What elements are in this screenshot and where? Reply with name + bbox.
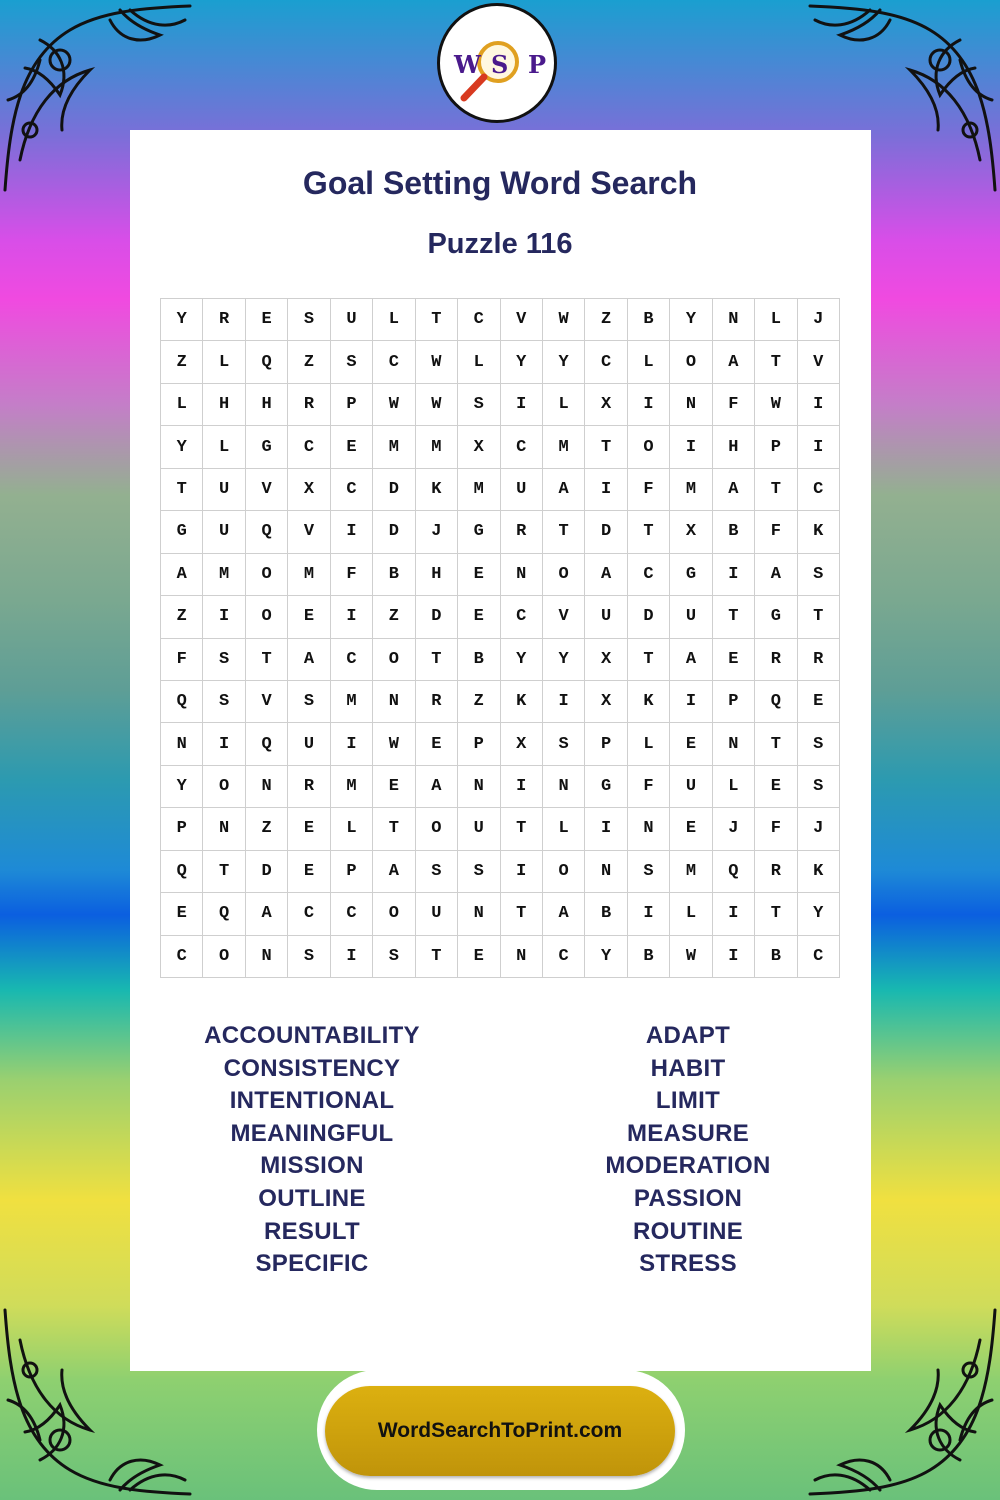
grid-cell[interactable]: I [331,596,373,638]
word-list-left [152,1020,472,1281]
website-link[interactable]: WordSearchToPrint.com [325,1386,675,1476]
grid-cell[interactable]: N [628,808,670,850]
grid-cell[interactable]: E [288,596,330,638]
grid-cell[interactable]: I [501,766,543,808]
grid-cell[interactable]: V [543,596,585,638]
grid-cell[interactable]: V [246,681,288,723]
grid-cell[interactable]: S [288,681,330,723]
page-title: Goal Setting Word Search [302,165,698,201]
grid-cell[interactable]: N [246,766,288,808]
grid-cell[interactable]: E [798,681,840,723]
grid-cell[interactable]: I [670,681,712,723]
grid-cell[interactable]: Q [713,851,755,893]
grid-cell[interactable]: I [713,893,755,935]
grid-cell[interactable]: O [246,596,288,638]
grid-cell[interactable]: Y [543,639,585,681]
grid-cell[interactable]: W [416,384,458,426]
grid-cell[interactable]: B [755,936,797,978]
grid-cell[interactable]: C [331,893,373,935]
grid-cell[interactable]: Z [246,808,288,850]
word-list-item: STRESS [639,1250,737,1278]
grid-cell[interactable]: D [585,511,627,553]
grid-cell[interactable]: Q [755,681,797,723]
grid-cell[interactable]: K [501,681,543,723]
grid-cell[interactable]: I [798,384,840,426]
grid-cell[interactable]: U [458,808,500,850]
wsp-logo [437,3,557,123]
grid-cell[interactable]: L [670,893,712,935]
grid-cell[interactable]: M [288,554,330,596]
grid-cell[interactable]: T [755,341,797,383]
grid-cell[interactable]: H [713,426,755,468]
grid-cell[interactable]: X [585,681,627,723]
word-list-item: PASSION [633,1184,743,1212]
grid-cell[interactable]: Y [585,936,627,978]
grid-cell[interactable]: A [373,851,415,893]
grid-cell[interactable]: M [373,426,415,468]
grid-cell[interactable]: I [628,384,670,426]
grid-cell[interactable]: I [203,596,245,638]
grid-cell[interactable]: C [373,341,415,383]
grid-cell[interactable]: G [161,511,203,553]
grid-cell[interactable]: C [331,639,373,681]
grid-cell[interactable]: O [203,766,245,808]
grid-cell[interactable]: O [373,639,415,681]
grid-cell[interactable]: L [755,299,797,341]
grid-cell[interactable]: A [755,554,797,596]
grid-cell[interactable]: Y [161,766,203,808]
grid-cell[interactable]: E [755,766,797,808]
grid-cell[interactable]: E [458,936,500,978]
grid-cell[interactable]: V [798,341,840,383]
grid-cell[interactable]: S [628,851,670,893]
grid-cell[interactable]: T [373,808,415,850]
grid-cell[interactable]: Z [288,341,330,383]
grid-cell[interactable]: H [246,384,288,426]
grid-cell[interactable]: Z [458,681,500,723]
grid-cell[interactable]: U [670,766,712,808]
grid-cell[interactable]: S [798,723,840,765]
grid-cell[interactable]: R [755,639,797,681]
grid-cell[interactable]: G [755,596,797,638]
grid-cell[interactable]: M [416,426,458,468]
grid-cell[interactable]: W [543,299,585,341]
grid-cell[interactable]: A [246,893,288,935]
grid-cell[interactable]: N [543,766,585,808]
grid-cell[interactable]: N [670,384,712,426]
grid-cell[interactable]: T [755,893,797,935]
grid-cell[interactable]: L [161,384,203,426]
grid-cell[interactable]: E [416,723,458,765]
grid-cell[interactable]: C [458,299,500,341]
grid-cell[interactable]: N [585,851,627,893]
grid-cell[interactable]: J [798,299,840,341]
grid-cell[interactable]: P [585,723,627,765]
grid-cell[interactable]: S [203,639,245,681]
grid-cell[interactable]: C [628,554,670,596]
grid-cell[interactable]: Y [161,299,203,341]
grid-cell[interactable]: E [458,554,500,596]
grid-cell[interactable]: K [798,851,840,893]
grid-cell[interactable]: S [416,851,458,893]
grid-cell[interactable]: I [670,426,712,468]
grid-cell[interactable]: P [458,723,500,765]
grid-cell[interactable]: I [713,936,755,978]
grid-cell[interactable]: Y [501,639,543,681]
grid-cell[interactable]: A [288,639,330,681]
grid-cell[interactable]: T [246,639,288,681]
grid-cell[interactable]: P [331,384,373,426]
grid-cell[interactable]: O [246,554,288,596]
grid-cell[interactable]: I [585,469,627,511]
grid-cell[interactable]: T [755,723,797,765]
grid-cell[interactable]: X [288,469,330,511]
grid-cell[interactable]: I [713,554,755,596]
grid-cell[interactable]: L [203,426,245,468]
grid-cell[interactable]: N [246,936,288,978]
grid-cell[interactable]: F [755,511,797,553]
grid-cell[interactable]: G [585,766,627,808]
grid-cell[interactable]: C [161,936,203,978]
grid-cell[interactable]: B [628,936,670,978]
grid-cell[interactable]: T [713,596,755,638]
grid-cell[interactable]: X [585,384,627,426]
logo-letter-p: P [528,50,547,79]
grid-cell[interactable]: U [501,469,543,511]
grid-cell[interactable]: Z [585,299,627,341]
grid-cell[interactable]: X [458,426,500,468]
grid-cell[interactable]: B [628,299,670,341]
word-list-item: SPECIFIC [255,1250,369,1278]
grid-cell[interactable]: E [246,299,288,341]
grid-cell[interactable]: Z [373,596,415,638]
grid-cell[interactable]: N [501,554,543,596]
grid-cell[interactable]: T [543,511,585,553]
grid-cell[interactable]: I [585,808,627,850]
grid-cell[interactable]: E [373,766,415,808]
grid-cell[interactable]: R [755,851,797,893]
grid-cell[interactable]: C [798,469,840,511]
grid-cell[interactable]: J [416,511,458,553]
grid-cell[interactable]: Y [501,341,543,383]
grid-cell[interactable]: M [203,554,245,596]
grid-cell[interactable]: L [373,299,415,341]
grid-cell[interactable]: A [670,639,712,681]
grid-cell[interactable]: S [458,851,500,893]
grid-cell[interactable]: F [628,469,670,511]
grid-cell[interactable]: U [288,723,330,765]
grid-cell[interactable]: X [501,723,543,765]
grid-cell[interactable]: U [331,299,373,341]
grid-cell[interactable]: Q [203,893,245,935]
grid-cell[interactable]: N [203,808,245,850]
grid-cell[interactable]: S [288,936,330,978]
grid-cell[interactable]: W [373,384,415,426]
grid-cell[interactable]: M [543,426,585,468]
grid-cell[interactable]: J [713,808,755,850]
grid-cell[interactable]: U [670,596,712,638]
grid-cell[interactable]: I [798,426,840,468]
grid-cell[interactable]: A [713,341,755,383]
grid-cell[interactable]: Z [161,596,203,638]
grid-cell[interactable]: I [501,851,543,893]
grid-cell[interactable]: N [458,766,500,808]
grid-cell[interactable]: E [713,639,755,681]
grid-cell[interactable]: Z [161,341,203,383]
grid-cell[interactable]: R [416,681,458,723]
grid-cell[interactable]: S [458,384,500,426]
grid-cell[interactable]: F [161,639,203,681]
grid-cell[interactable]: N [713,299,755,341]
grid-cell[interactable]: A [416,766,458,808]
grid-cell[interactable]: E [670,723,712,765]
grid-cell[interactable]: I [331,511,373,553]
grid-cell[interactable]: M [670,469,712,511]
grid-cell[interactable]: A [161,554,203,596]
grid-cell[interactable]: P [713,681,755,723]
grid-cell[interactable]: W [670,936,712,978]
grid-cell[interactable]: O [543,851,585,893]
grid-cell[interactable]: G [246,426,288,468]
grid-cell[interactable]: E [670,808,712,850]
grid-cell[interactable]: O [543,554,585,596]
grid-cell[interactable]: T [416,936,458,978]
grid-cell[interactable]: D [416,596,458,638]
grid-cell[interactable]: N [161,723,203,765]
grid-cell[interactable]: A [543,893,585,935]
grid-cell[interactable]: K [798,511,840,553]
grid-cell[interactable]: T [161,469,203,511]
grid-cell[interactable]: L [331,808,373,850]
grid-cell[interactable]: C [288,893,330,935]
grid-cell[interactable]: L [628,341,670,383]
grid-cell[interactable]: L [713,766,755,808]
grid-cell[interactable]: P [331,851,373,893]
grid-cell[interactable]: W [416,341,458,383]
word-list-item: MISSION [260,1152,364,1180]
grid-cell[interactable]: A [585,554,627,596]
grid-cell[interactable]: S [331,341,373,383]
grid-cell[interactable]: F [713,384,755,426]
grid-cell[interactable]: C [331,469,373,511]
grid-cell[interactable]: L [458,341,500,383]
grid-cell[interactable]: U [203,469,245,511]
word-list-item: MODERATION [605,1152,771,1180]
grid-cell[interactable]: O [416,808,458,850]
grid-cell[interactable]: B [713,511,755,553]
word-list-item: ACCOUNTABILITY [204,1022,420,1049]
grid-cell[interactable]: Q [161,851,203,893]
grid-cell[interactable]: C [501,426,543,468]
grid-cell[interactable]: I [331,723,373,765]
grid-cell[interactable]: N [713,723,755,765]
grid-cell[interactable]: U [585,596,627,638]
grid-cell[interactable]: E [288,851,330,893]
grid-cell[interactable]: I [203,723,245,765]
grid-cell[interactable]: A [543,469,585,511]
grid-cell[interactable]: C [585,341,627,383]
grid-cell[interactable]: P [161,808,203,850]
word-list-item: HABIT [650,1054,726,1082]
footer-badge [317,1370,685,1490]
grid-cell[interactable]: X [585,639,627,681]
grid-cell[interactable]: C [543,936,585,978]
grid-cell[interactable]: K [628,681,670,723]
logo-letter-s: S [491,50,509,79]
grid-cell[interactable]: Y [670,299,712,341]
grid-cell[interactable]: Q [161,681,203,723]
word-list-item: INTENTIONAL [229,1087,395,1115]
grid-cell[interactable]: T [203,851,245,893]
grid-cell[interactable]: V [501,299,543,341]
grid-cell[interactable]: E [458,596,500,638]
grid-cell[interactable]: A [713,469,755,511]
grid-cell[interactable]: R [501,511,543,553]
grid-cell[interactable]: S [203,681,245,723]
puzzle-number: Puzzle 116 [427,228,573,260]
grid-cell[interactable]: N [501,936,543,978]
grid-cell[interactable]: T [416,299,458,341]
word-list-item: MEANINGFUL [230,1119,394,1147]
grid-cell[interactable]: M [458,469,500,511]
letter-grid [160,298,840,978]
grid-cell[interactable]: R [203,299,245,341]
grid-cell[interactable]: M [670,851,712,893]
grid-cell[interactable]: T [501,808,543,850]
grid-cell[interactable]: J [798,808,840,850]
grid-cell[interactable]: S [543,723,585,765]
grid-cell[interactable]: B [373,554,415,596]
grid-cell[interactable]: R [798,639,840,681]
grid-cell[interactable]: Y [798,893,840,935]
grid-cell[interactable]: C [288,426,330,468]
word-list-right [528,1020,848,1281]
word-list-item: ADAPT [645,1022,731,1049]
grid-cell[interactable]: E [288,808,330,850]
grid-cell[interactable]: R [288,766,330,808]
grid-cell[interactable]: L [543,808,585,850]
grid-cell[interactable]: Q [246,723,288,765]
grid-cell[interactable]: Y [161,426,203,468]
grid-cell[interactable]: M [331,766,373,808]
grid-cell[interactable]: D [246,851,288,893]
grid-cell[interactable]: C [798,936,840,978]
grid-cell[interactable]: T [416,639,458,681]
grid-cell[interactable]: S [798,766,840,808]
grid-cell[interactable]: S [288,299,330,341]
grid-cell[interactable]: G [670,554,712,596]
grid-cell[interactable]: Q [246,341,288,383]
grid-cell[interactable]: E [161,893,203,935]
word-list-item: MEASURE [626,1119,750,1147]
grid-cell[interactable]: D [373,469,415,511]
word-list-item: ROUTINE [632,1217,744,1245]
grid-cell[interactable]: T [755,469,797,511]
grid-cell[interactable]: K [416,469,458,511]
grid-cell[interactable]: T [628,639,670,681]
grid-cell[interactable]: L [543,384,585,426]
word-list-item: LIMIT [655,1087,721,1115]
grid-cell[interactable]: I [501,384,543,426]
grid-cell[interactable]: U [416,893,458,935]
grid-cell[interactable]: I [628,893,670,935]
grid-cell[interactable]: W [373,723,415,765]
grid-cell[interactable]: L [203,341,245,383]
grid-cell[interactable]: O [373,893,415,935]
logo-letter-w: W [454,50,481,79]
grid-cell[interactable]: S [798,554,840,596]
grid-cell[interactable]: M [331,681,373,723]
word-list-item: CONSISTENCY [223,1054,401,1082]
word-list-item: RESULT [263,1217,361,1245]
grid-cell[interactable]: T [798,596,840,638]
grid-cell[interactable]: E [331,426,373,468]
grid-cell[interactable]: D [373,511,415,553]
grid-cell[interactable]: O [203,936,245,978]
grid-cell[interactable]: N [458,893,500,935]
grid-cell[interactable]: H [416,554,458,596]
grid-cell[interactable]: I [331,936,373,978]
grid-cell[interactable]: S [373,936,415,978]
grid-cell[interactable]: Y [543,341,585,383]
grid-cell[interactable]: U [203,511,245,553]
grid-cell[interactable]: F [331,554,373,596]
grid-cell[interactable]: P [755,426,797,468]
grid-cell[interactable]: D [628,596,670,638]
grid-cell[interactable]: T [501,893,543,935]
grid-cell[interactable]: T [628,511,670,553]
grid-cell[interactable]: R [288,384,330,426]
grid-cell[interactable]: V [288,511,330,553]
word-list-item: OUTLINE [258,1184,366,1212]
grid-cell[interactable]: B [585,893,627,935]
grid-cell[interactable]: I [543,681,585,723]
grid-cell[interactable]: B [458,639,500,681]
grid-cell[interactable]: F [628,766,670,808]
grid-cell[interactable]: X [670,511,712,553]
grid-cell[interactable]: Q [246,511,288,553]
grid-cell[interactable]: H [203,384,245,426]
grid-cell[interactable]: N [373,681,415,723]
grid-cell[interactable]: G [458,511,500,553]
grid-cell[interactable]: W [755,384,797,426]
grid-cell[interactable]: V [246,469,288,511]
grid-cell[interactable]: T [585,426,627,468]
grid-cell[interactable]: F [755,808,797,850]
grid-cell[interactable]: O [670,341,712,383]
grid-cell[interactable]: O [628,426,670,468]
grid-cell[interactable]: L [628,723,670,765]
grid-cell[interactable]: C [501,596,543,638]
